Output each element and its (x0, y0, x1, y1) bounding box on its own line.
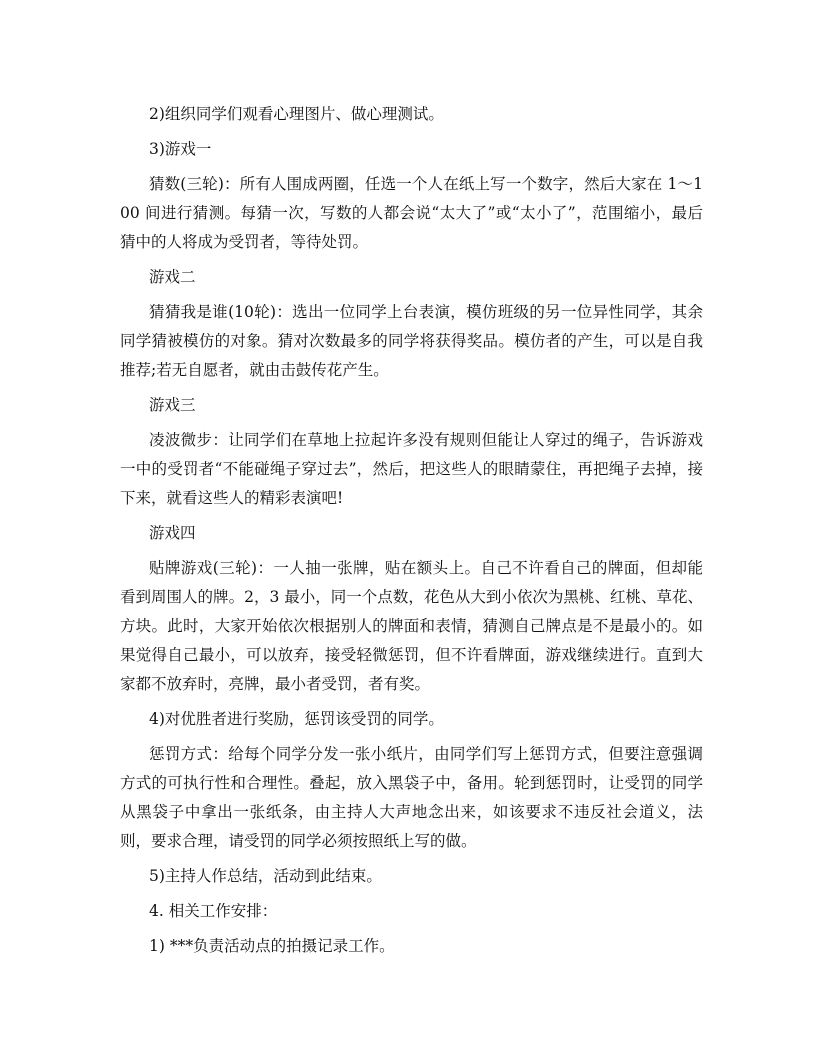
paragraph-step-3-game-1: 3)游戏一 (149, 140, 212, 158)
paragraph-arrangement-1: 1) ***负责活动点的拍摄记录工作。 (149, 937, 395, 955)
paragraph-card-game: 贴牌游戏(三轮)：一人抽一张牌，贴在额头上。自己不许看自己的牌面，但却能看到周围人的牌。2，3 最小，同一个点数，花色从大到小依次为黑桃、红桃、草花、方块。此时，大家开始依次根据别人的牌面和表情，猜测自己牌点是不是最小的。如果觉得自己最小，可以放弃，接受轻微惩罚，但不许看牌面，游戏继续进行。直到大家都不放弃时，亮牌，最小者受罚，者有奖。 (120, 559, 703, 693)
document-body (120, 100, 703, 967)
paragraph-game-2-title: 游戏二 (149, 268, 196, 286)
paragraph-game-3-title: 游戏三 (149, 396, 196, 414)
paragraph-step-4-rewards: 4)对优胜者进行奖励，惩罚该受罚的同学。 (149, 710, 444, 728)
paragraph-step-2: 2)组织同学们观看心理图片、做心理测试。 (149, 105, 444, 123)
paragraph-punishment-method: 惩罚方式：给每个同学分发一张小纸片，由同学们写上惩罚方式，但要注意强调方式的可执行性和合理性。叠起，放入黑袋子中，备用。轮到惩罚时，让受罚的同学从黑袋子中拿出一张纸条，由主持人大声地念出来，如该要求不违反社会道义，法则，要求合理，请受罚的同学必须按照纸上写的做。 (120, 745, 703, 850)
paragraph-section-4-arrangements: 4. 相关工作安排： (149, 902, 278, 920)
paragraph-guess-who: 猜猜我是谁(10轮)：选出一位同学上台表演，模仿班级的另一位异性同学，其余同学猜被模仿的对象。猜对次数最多的同学将获得奖品。模仿者的产生，可以是自我推荐;若无自愿者，就由击鼓传花产生。 (120, 303, 703, 379)
paragraph-game-4-title: 游戏四 (149, 524, 196, 542)
paragraph-rope-walk: 凌波微步：让同学们在草地上拉起许多没有规则但能让人穿过的绳子，告诉游戏一中的受罚者“不能碰绳子穿过去”，然后，把这些人的眼睛蒙住，再把绳子去掉，接下来，就看这些人的精彩表演吧! (120, 431, 703, 507)
paragraph-guess-number: 猜数(三轮)：所有人围成两圈，任选一个人在纸上写一个数字，然后大家在 1～100 间进行猜测。每猜一次，写数的人都会说“太大了”或“太小了”，范围缩小，最后猜中的人将成为受罚者，等待处罚。 (120, 175, 703, 251)
paragraph-step-5-summary: 5)主持人作总结，活动到此结束。 (149, 867, 382, 885)
